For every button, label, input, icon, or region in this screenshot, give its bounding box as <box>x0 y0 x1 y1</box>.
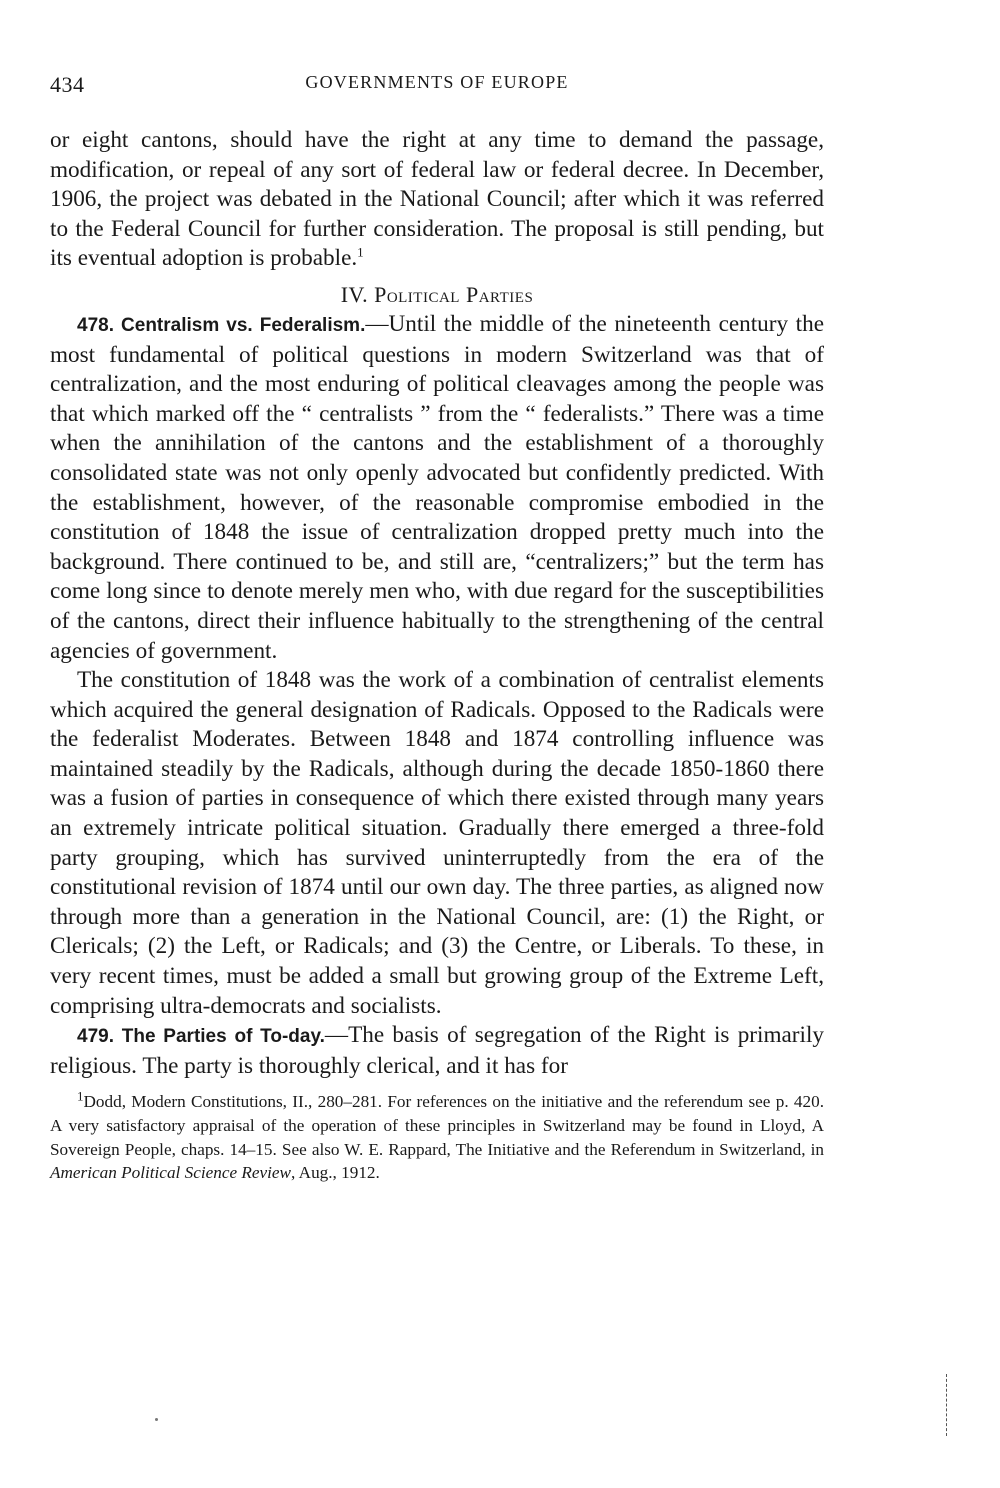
paragraph-label: 479. The Parties of To-day. <box>77 1026 325 1048</box>
section-number: IV. <box>340 281 369 307</box>
paragraph-radicals <box>50 666 824 1021</box>
paragraph-continuation <box>50 126 824 274</box>
journal-title: American Political Science Review <box>50 1163 292 1183</box>
paragraph-text: —Until the middle of the nineteenth century the most fundamental of political questions in modern Switzerland was that of centralization, and the most enduring of political cleavages among the people was that which marked off the “ centralists ” from the “ federalists.” There was a time when the annihilation of the cantons and the establishment of a thoroughly consolidated state was not only openly advocated but confidently predicted. With the establishment, however, of the reasonable compromise embodied in the constitution of 1848 the issue of centralization dropped pretty much into the background. There continued to be, and still are, “centralizers;” but the term has come long since to denote merely men who, with due regard for the susceptibilities of the cantons, direct their influence habitually to the strengthening of the central agencies of government. <box>50 310 824 664</box>
print-speck <box>155 1418 158 1421</box>
page-number: 434 <box>50 72 85 97</box>
paragraph-text: or eight cantons, should have the right at any time to demand the passage, modification, or repeal of any sort of federal law or federal decree. In December, 1906, the project was debated in the National Council; after which it was referred to the Federal Council for further consideration. The proposal is still pending, but its eventual adoption is probable. <box>50 127 824 272</box>
paragraph-479 <box>50 1021 824 1081</box>
body-text <box>50 126 824 1081</box>
footnote-text-end: , Aug., 1912. <box>291 1163 380 1183</box>
footnote-reference: 1 <box>357 244 364 260</box>
page-header <box>50 70 824 100</box>
section-title: Political Parties <box>374 281 534 307</box>
footnote-text: Dodd, Modern Constitutions, II., 280–281. For references on the initiative and the referendum see p. 420. A very satisfactory appraisal of the operation of these principles in Switzerland may be found in Lloyd, A Sovereign People, chaps. 14–15. See also W. E. Rappard, The Initiative and the Referendum in Switzerland, in <box>50 1092 824 1159</box>
paragraph-text: —The basis of segregation of the Right is primarily religious. The party is thoroughly clerical, and it has for <box>50 1022 824 1079</box>
footnote-marker: 1 <box>77 1088 84 1104</box>
margin-mark <box>946 1374 948 1436</box>
paragraph-label: 478. Centralism vs. Federalism. <box>77 314 366 336</box>
section-heading <box>50 282 824 308</box>
running-title: GOVERNMENTS OF EUROPE <box>305 72 569 92</box>
paragraph-text: The constitution of 1848 was the work of a combination of centralist elements which acquired the general designation of Radicals. Opposed to the Radicals were the federalist Moderates. Between 1848 and 1874 controlling influence was maintained steadily by the Radicals, although during the decade 1850-1860 there was a fusion of parties in consequence of which there existed through many years an extremely intricate political situation. Gradually there emerged a three-fold party grouping, which has survived uninterruptedly from the era of the constitutional revision of 1874 until our own day. The three parties, as aligned now through more than a generation in the National Council, are: (1) the Right, or Clericals; (2) the Left, or Radicals; and (3) the Centre, or Liberals. To these, in very recent times, must be added a small but growing group of the Extreme Left, comprising ultra-democrats and socialists. <box>50 667 824 1019</box>
footnote <box>50 1090 824 1184</box>
paragraph-478 <box>50 310 824 666</box>
book-page <box>50 70 824 1185</box>
